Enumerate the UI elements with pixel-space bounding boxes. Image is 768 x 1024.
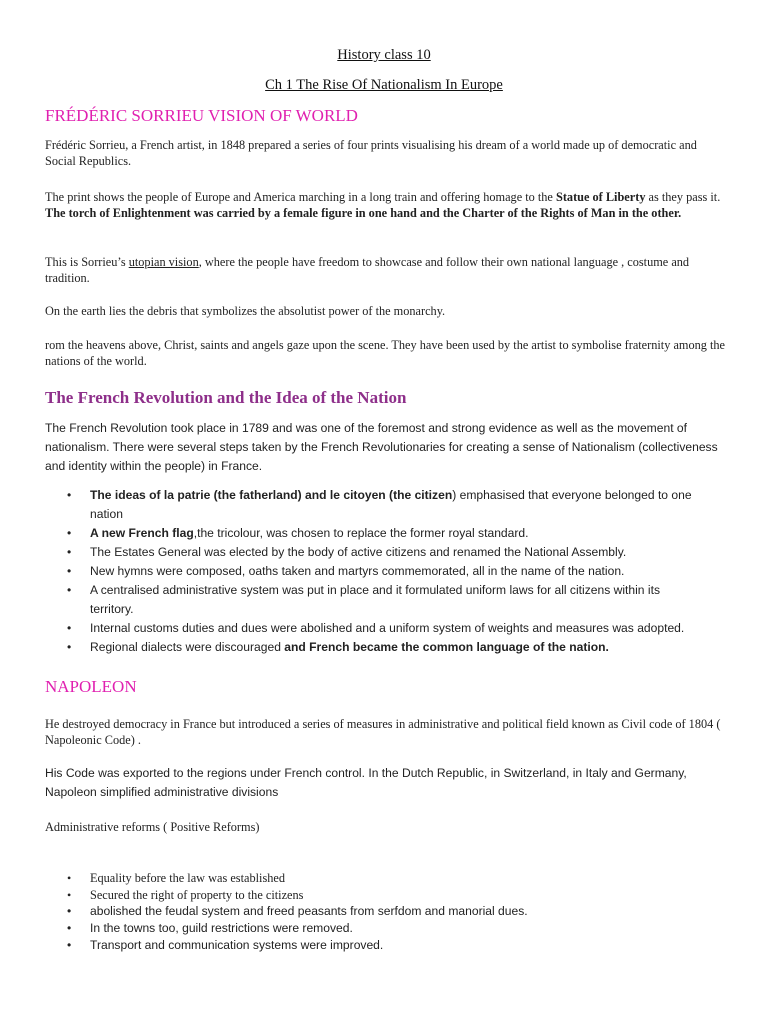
list-item: • The Estates General was elected by the body of active citizens and renamed the National Assembly.: [45, 543, 705, 562]
list-item: [45, 638, 705, 657]
bold-text: A new French flag: [90, 526, 194, 540]
bold-text: The torch of Enlightenment was carried by a female figure in one hand and the Charter of the Rights of Man in the other.: [45, 206, 682, 220]
paragraph: rom the heavens above, Christ, saints and angels gaze upon the scene. They have been used by the artist to symbolise fraternity among the nations of the world.: [45, 338, 726, 368]
list-item: • In the towns too, guild restrictions were removed.: [45, 920, 705, 937]
text-run: as they pass it.: [645, 190, 721, 204]
subheading-reforms: Administrative reforms ( Positive Reforms): [45, 820, 260, 834]
paragraph: The French Revolution took place in 1789 and was one of the foremost and strong evidence as well as the movement of nationalism. There were several steps taken by the French Revolutionaries for creating a sense of Nationalism (collectiveness and identity within the people) in France.: [45, 421, 718, 473]
list-item: • Secured the right of property to the citizens: [45, 887, 705, 904]
list-item: • Transport and communication systems were improved.: [45, 937, 705, 954]
underlined-text: utopian vision: [128, 255, 199, 269]
bold-text: The ideas of la patrie (the fatherland) and le citoyen (the citizen: [90, 488, 453, 502]
paragraph: Frédéric Sorrieu, a French artist, in 1848 prepared a series of four prints visualising his dream of a world made up of democratic and Social Republics.: [45, 138, 697, 168]
text-run: This is Sorrieu’s: [45, 255, 129, 269]
bold-text: Statue of Liberty: [555, 190, 646, 204]
paragraph: On the earth lies the debris that symbolizes the absolutist power of the monarchy.: [45, 304, 446, 318]
list-item: • A centralised administrative system was put in place and it formulated uniform laws for all citizens within its territory.: [45, 581, 705, 619]
list-item: [45, 486, 705, 524]
bullet-list-reforms: [45, 870, 705, 954]
paragraph: His Code was exported to the regions under French control. In the Dutch Republic, in Switzerland, in Italy and Germany, Napoleon simplified administrative divisions: [45, 766, 687, 799]
paragraph: [45, 254, 725, 286]
bullet-list-french-revolution: [45, 486, 705, 657]
list-item: • Internal customs duties and dues were abolished and a uniform system of weights and measures was adopted.: [45, 619, 705, 638]
text-run: , where the people have freedom to showcase and follow their own national language , costume and tradition.: [45, 255, 690, 285]
section-heading-napoleon: NAPOLEON: [45, 677, 137, 696]
document-title: History class 10: [337, 47, 431, 63]
paragraph: He destroyed democracy in France but introduced a series of measures in administrative and political field known as Civil code of 1804 ( Napoleonic Code) .: [45, 717, 721, 747]
text-run: The print shows the people of Europe and America marching in a long train and offering homage to the: [45, 190, 556, 204]
bold-text: and French became the common language of the nation.: [284, 640, 609, 654]
list-item: • New hymns were composed, oaths taken and martyrs commemorated, all in the name of the nation.: [45, 562, 705, 581]
section-heading-french-revolution: The French Revolution and the Idea of the Nation: [45, 388, 407, 407]
list-item: • abolished the feudal system and freed peasants from serfdom and manorial dues.: [45, 903, 705, 920]
chapter-title: Ch 1 The Rise Of Nationalism In Europe: [265, 77, 503, 93]
paragraph: [45, 189, 725, 221]
text-run: ,the tricolour, was chosen to replace the former royal standard.: [193, 526, 529, 540]
section-heading-sorrieu: FRÉDÉRIC SORRIEU VISION OF WORLD: [45, 106, 358, 125]
text-run: Regional dialects were discouraged: [90, 640, 285, 654]
list-item: [45, 524, 705, 543]
list-item: • Equality before the law was established: [45, 870, 705, 887]
text-run: ) emphasised that everyone belonged to one nation: [90, 488, 692, 521]
